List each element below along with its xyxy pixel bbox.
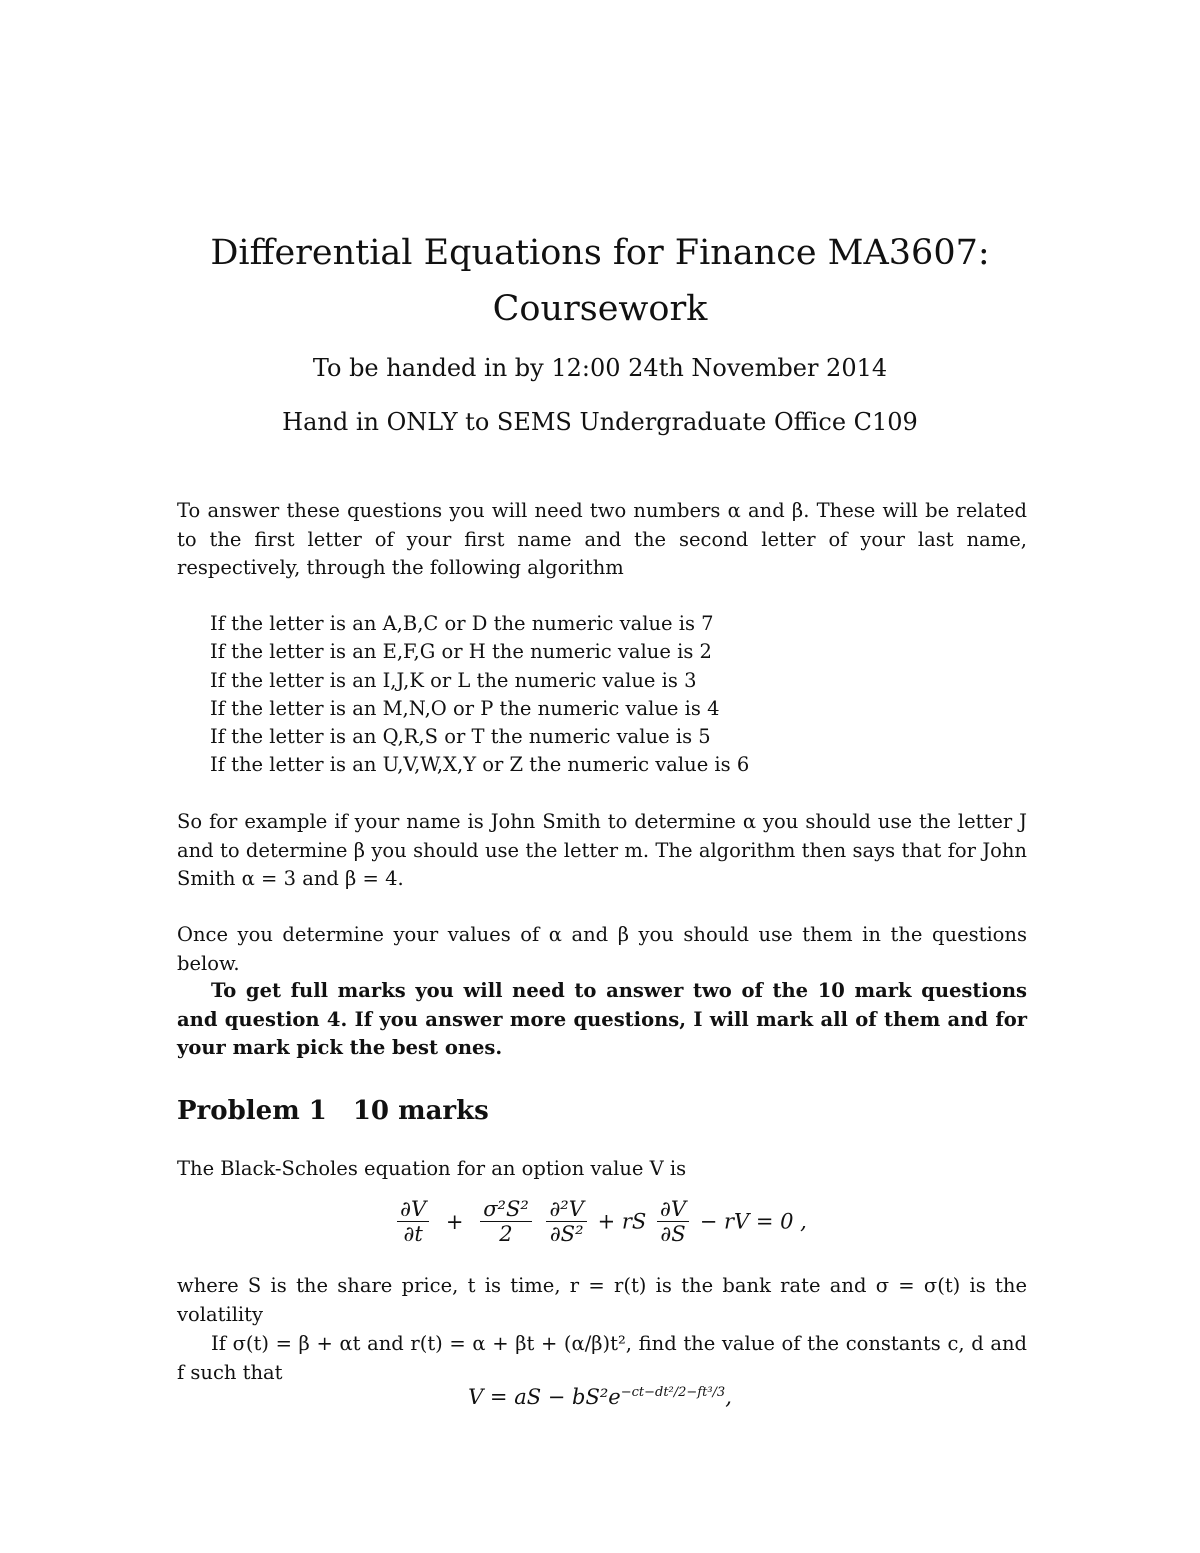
document-title bbox=[0, 225, 1200, 337]
letter-rules-list bbox=[210, 610, 749, 780]
rule-item: If the letter is an I,J,K or L the numeric value is 3 bbox=[210, 668, 697, 692]
example-paragraph: So for example if your name is John Smith to determine α you should use the letter J and to determine β you should use the letter m. The algorithm then says that for John Smith α = 3 and β = 4. bbox=[177, 810, 1027, 890]
where-paragraph: where S is the share price, t is time, r = r(t) is the bank rate and σ = σ(t) is the volatility bbox=[177, 1274, 1027, 1326]
problem-marks: 10 marks bbox=[352, 1096, 489, 1126]
problem-intro: The Black-Scholes equation for an option value V is bbox=[177, 1157, 687, 1180]
deadline-text: To be handed in by 12:00 24th November 2014 bbox=[312, 354, 888, 382]
rule-item: If the letter is an M,N,O or P the numeric value is 4 bbox=[210, 696, 720, 720]
fraction-sigma-s: $\frac{\text{σ²S²}}{2}$ bbox=[480, 1197, 532, 1246]
intro-paragraph: To answer these questions you will need two numbers α and β. These will be related to the first letter of your first name and the second letter of your last name, respectively, through the following algorithm bbox=[177, 499, 1027, 579]
rule-item: If the letter is an Q,R,S or T the numeric value is 5 bbox=[210, 725, 711, 749]
black-scholes-equation: $\frac{\partial V}{\partial t}$ + $\frac{\text{σ²S²}}{2}$ $\frac{\text{∂²V}}{\text{∂S²}}$ + rS $\frac{\partial V}{\partial S}$ − rV = 0 , bbox=[0, 1197, 1200, 1246]
fraction-dv-dt: $\frac{\partial V}{\partial t}$ bbox=[397, 1197, 429, 1246]
problem-label: Problem 1 bbox=[177, 1096, 327, 1126]
title-line-2: Coursework bbox=[492, 289, 708, 329]
problem-1-heading bbox=[177, 1096, 489, 1126]
rule-item: If the letter is an E,F,G or H the numeric value is 2 bbox=[210, 640, 712, 664]
solution-equation: V = aS − $bS^2e^{-ct-dt^2/2-ft^3/3}$, bbox=[468, 1385, 732, 1409]
instructions-paragraph: To get full marks you will need to answer two of the 10 mark questions and question 4. If you answer more questions, I will mark all of them and for your mark pick the best ones. bbox=[177, 979, 1027, 1059]
fraction-d2v-ds2: $\frac{\text{∂²V}}{\text{∂S²}}$ bbox=[546, 1197, 586, 1246]
task-paragraph: If σ(t) = β + αt and r(t) = α + βt + (α/β)t², find the value of the constants c, d and f such that bbox=[177, 1332, 1027, 1384]
rule-item: If the letter is an A,B,C or D the numeric value is 7 bbox=[210, 612, 714, 635]
usage-paragraph: Once you determine your values of α and β you should use them in the questions below. bbox=[177, 923, 1027, 975]
rule-item: If the letter is an U,V,W,X,Y or Z the numeric value is 6 bbox=[210, 753, 750, 777]
hand-in-text: Hand in ONLY to SEMS Undergraduate Office C109 bbox=[282, 408, 918, 436]
fraction-dv-ds: $\frac{\partial V}{\partial S}$ bbox=[657, 1197, 689, 1246]
title-line-1: Differential Equations for Finance MA3607: bbox=[210, 233, 990, 273]
